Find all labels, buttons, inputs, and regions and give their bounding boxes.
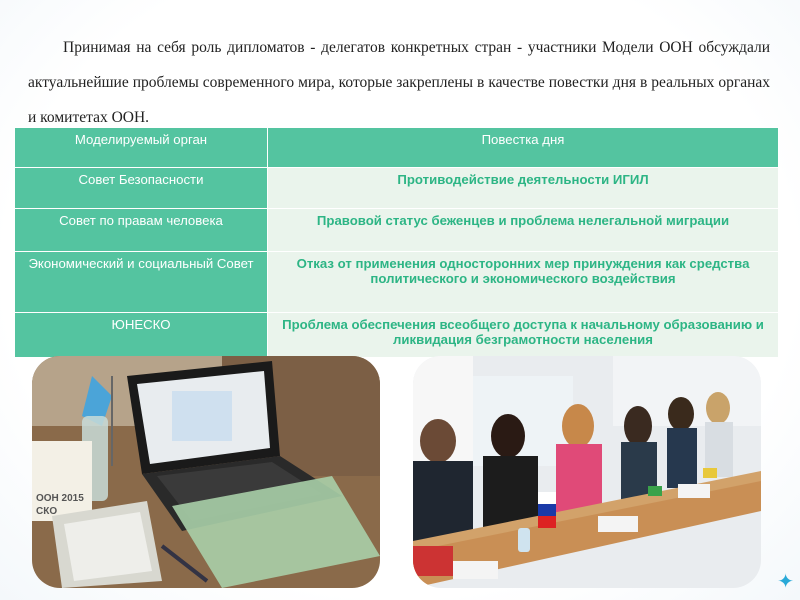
photo-laptop-desk (32, 356, 380, 588)
table-row (15, 252, 779, 313)
flag-icon (648, 486, 662, 496)
country-placard (678, 484, 710, 498)
intro-paragraph: Принимая на себя роль дипломатов - делегатов конкретных стран - участники Модели ООН обсуждали актуальнейшие проблемы современного мира, которые закреплены в качестве повестки дня в реальных органах и комитетах ООН. (28, 38, 770, 126)
flag-icon (703, 468, 717, 478)
organ-cell: ЮНЕСКО (15, 313, 268, 358)
agenda-table (14, 127, 779, 358)
organ-cell: Экономический и социальный Совет (15, 252, 268, 313)
placard-text-1: ООН 2015 (36, 493, 84, 504)
flag-icon (538, 516, 556, 528)
table-header-row (15, 128, 779, 168)
table-row (15, 313, 779, 358)
agenda-cell: Противодействие деятельности ИГИЛ (268, 168, 779, 209)
country-placard (453, 561, 498, 579)
placard-text-2: СКО (36, 506, 58, 517)
table-row (15, 209, 779, 252)
country-placard (598, 516, 638, 532)
photo-delegates (413, 356, 761, 588)
water-bottle (518, 528, 530, 552)
agenda-cell: Правовой статус беженцев и проблема нелегальной миграции (268, 209, 779, 252)
flag-icon (413, 546, 453, 576)
header-organ: Моделируемый орган (15, 128, 268, 168)
header-agenda: Повестка дня (268, 128, 779, 168)
agenda-cell: Проблема обеспечения всеобщего доступа к начальному образованию и ликвидация безграмотности населения (268, 313, 779, 358)
table-row (15, 168, 779, 209)
agenda-cell: Отказ от применения односторонних мер принуждения как средства политического и экономического воздействия (268, 252, 779, 313)
organ-cell: Совет по правам человека (15, 209, 268, 252)
sparkle-icon: ✦ (777, 571, 794, 593)
organ-cell: Совет Безопасности (15, 168, 268, 209)
delegate-figure (667, 428, 697, 488)
